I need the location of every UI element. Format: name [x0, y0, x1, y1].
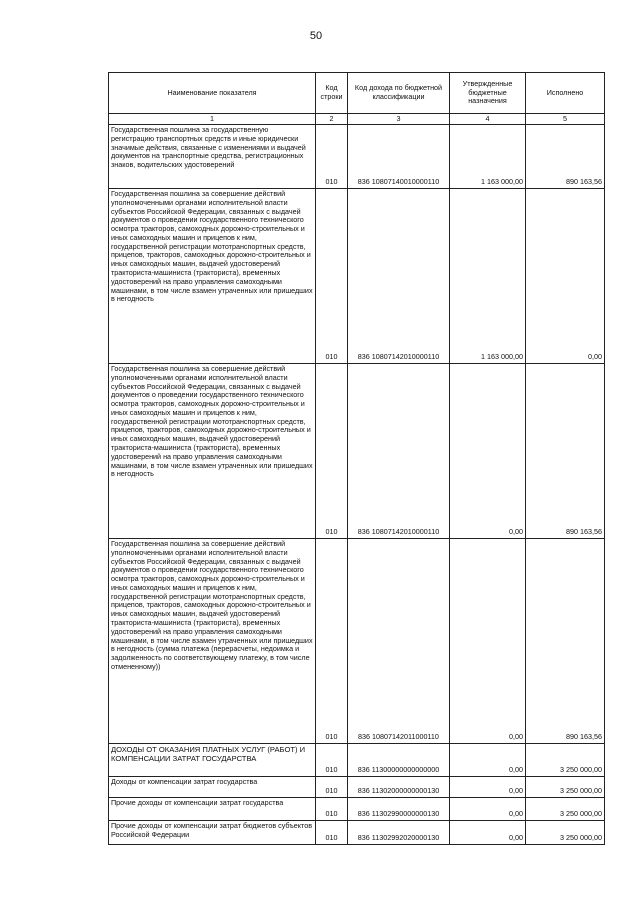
table-row: [109, 777, 605, 798]
header-line-code: Код строки: [316, 73, 348, 114]
line-code: 010: [316, 189, 348, 364]
column-number: 2: [316, 114, 348, 125]
header-indicator-name: Наименование показателя: [109, 73, 316, 114]
line-code: 010: [316, 777, 348, 798]
line-code: 010: [316, 798, 348, 821]
executed-amount: 3 250 000,00: [526, 777, 605, 798]
approved-amount: 0,00: [450, 821, 526, 845]
header-approved: Утвержденные бюджетные назначения: [450, 73, 526, 114]
table-row: [109, 189, 605, 364]
executed-amount: 3 250 000,00: [526, 798, 605, 821]
line-code: 010: [316, 125, 348, 189]
line-code: 010: [316, 364, 348, 539]
line-code: 010: [316, 539, 348, 744]
classification-code: 836 11302000000000130: [348, 777, 450, 798]
indicator-name: Государственная пошлина за совершение действий уполномоченными органами исполнительной власти субъектов Российской Федерации, связанных с выдачей документов о проведении государственного технического осмотра тракторов, самоходных дорожно-строительных и иных самоходных машин и прицепов к ним, государственной регистрации мототранспортных средств, прицепов, тракторов, самоходных дорожно-строительных и иных самоходных машин, выдачей удостоверений тракториста-машиниста (тракториста), временных удостоверений на право управления самоходными машинами, в том числе взамен утраченных или пришедших в негодность: [109, 189, 316, 364]
table-row: [109, 364, 605, 539]
approved-amount: 0,00: [450, 364, 526, 539]
executed-amount: 3 250 000,00: [526, 821, 605, 845]
column-number-row: [109, 114, 605, 125]
classification-code: 836 11300000000000000: [348, 744, 450, 777]
classification-code: 836 11302990000000130: [348, 798, 450, 821]
column-number: 5: [526, 114, 605, 125]
executed-amount: 890 163,56: [526, 125, 605, 189]
revenue-table: [108, 72, 605, 845]
indicator-name: Доходы от компенсации затрат государства: [109, 777, 316, 798]
column-number: 4: [450, 114, 526, 125]
header-executed: Исполнено: [526, 73, 605, 114]
classification-code: 836 10807142010000110: [348, 364, 450, 539]
page-number: 50: [309, 30, 323, 42]
indicator-name: Государственная пошлина за совершение действий уполномоченными органами исполнительной власти субъектов Российской Федерации, связанных с выдачей документов о проведении государственного технического осмотра тракторов, самоходных дорожно-строительных и иных самоходных машин и прицепов к ним, государственной регистрации мототранспортных средств, прицепов, тракторов, самоходных дорожно-строительных и иных самоходных машин, выдачей удостоверений тракториста-машиниста (тракториста), временных удостоверений на право управления самоходными машинами, в том числе взамен утраченных или пришедших в негодность: [109, 364, 316, 539]
indicator-name: Государственная пошлина за совершение действий уполномоченными органами исполнительной власти субъектов Российской Федерации, связанных с выдачей документов о проведении государственного технического осмотра тракторов, самоходных дорожно-строительных и иных самоходных машин и прицепов к ним, государственной регистрации мототранспортных средств, прицепов, тракторов, самоходных дорожно-строительных и иных самоходных машин, выдачей удостоверений тракториста-машиниста (тракториста), временных удостоверений на право управления самоходными машинами, в том числе взамен утраченных или пришедших в негодность (сумма платежа (перерасчеты, недоимка и задолженность по соответствующему платежу, в том числе отмененному)): [109, 539, 316, 744]
approved-amount: 1 163 000,00: [450, 125, 526, 189]
approved-amount: 1 163 000,00: [450, 189, 526, 364]
approved-amount: 0,00: [450, 744, 526, 777]
table-row: [109, 798, 605, 821]
table-row: [109, 744, 605, 777]
column-number: 1: [109, 114, 316, 125]
executed-amount: 890 163,56: [526, 364, 605, 539]
executed-amount: 3 250 000,00: [526, 744, 605, 777]
header-row: [109, 73, 605, 114]
indicator-name: Государственная пошлина за государственную регистрацию транспортных средств и иные юридически значимые действия, связанные с изменениями и выдачей документов на транспортные средства, регистрационных знаков, водительских удостоверений: [109, 125, 316, 189]
line-code: 010: [316, 744, 348, 777]
column-number: 3: [348, 114, 450, 125]
classification-code: 836 10807142010000110: [348, 189, 450, 364]
header-classification-code: Код дохода по бюджетной классификации: [348, 73, 450, 114]
executed-amount: 0,00: [526, 189, 605, 364]
indicator-name: Прочие доходы от компенсации затрат государства: [109, 798, 316, 821]
table-row: [109, 821, 605, 845]
executed-amount: 890 163,56: [526, 539, 605, 744]
indicator-name: Прочие доходы от компенсации затрат бюджетов субъектов Российской Федерации: [109, 821, 316, 845]
table-row: [109, 539, 605, 744]
approved-amount: 0,00: [450, 539, 526, 744]
classification-code: 836 10807142011000110: [348, 539, 450, 744]
approved-amount: 0,00: [450, 798, 526, 821]
table-row: [109, 125, 605, 189]
approved-amount: 0,00: [450, 777, 526, 798]
classification-code: 836 11302992020000130: [348, 821, 450, 845]
indicator-name: ДОХОДЫ ОТ ОКАЗАНИЯ ПЛАТНЫХ УСЛУГ (РАБОТ) И КОМПЕНСАЦИИ ЗАТРАТ ГОСУДАРСТВА: [109, 744, 316, 777]
classification-code: 836 10807140010000110: [348, 125, 450, 189]
line-code: 010: [316, 821, 348, 845]
